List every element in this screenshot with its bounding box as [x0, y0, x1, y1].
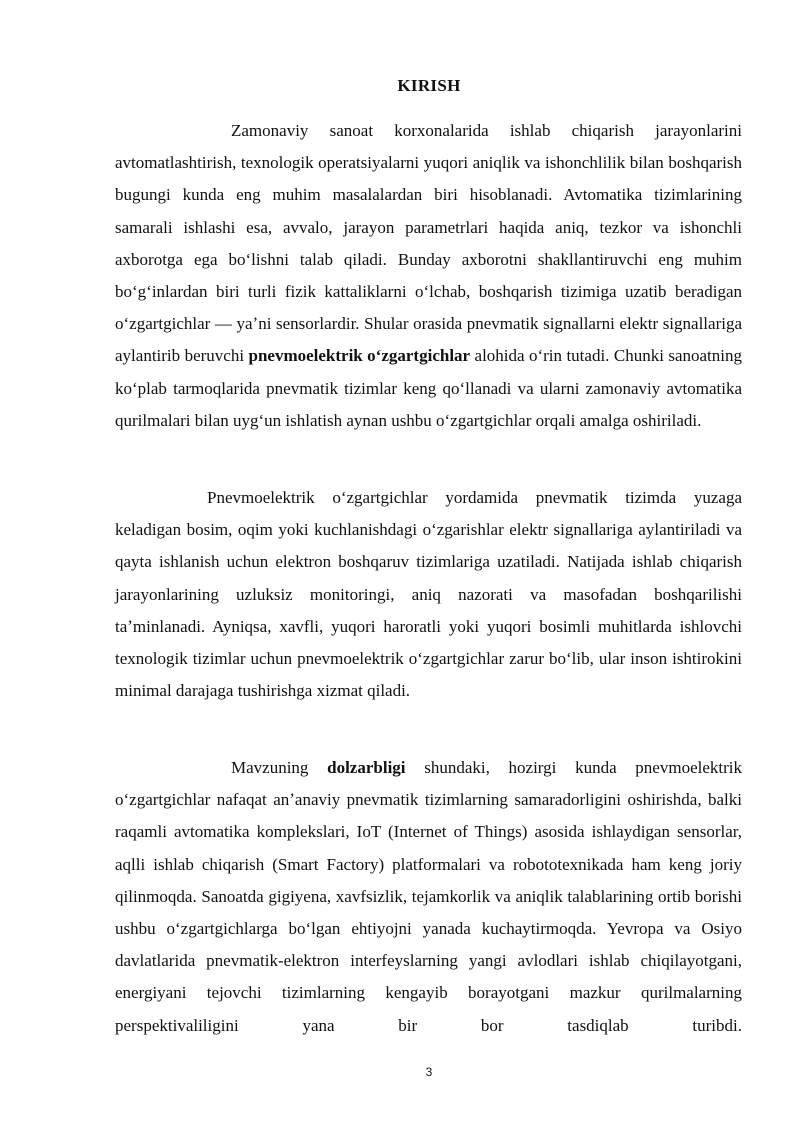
section-title: KIRISH	[397, 76, 461, 95]
page-number: 3	[425, 1065, 433, 1079]
text-run: Zamonaviy sanoat korxonalarida ishlab chiqarish jarayonlarini avtomatlashtirish, texnologik operatsiyalarni yuqori aniqlik va ishonchlilik bilan boshqarish bugungi kunda eng muhim masalalardan biri hisoblanadi. Avtomatika tizimlarining samarali ishlashi esa, avvalo, jarayon parametrlari haqida aniq, tezkor va ishonchli axborotga ega boʻlishni talab qiladi. Bunday axborotni shakllantiruvchi eng muhim boʻgʻinlardan biri turli fizik kattaliklarni oʻlchab, boshqarish tizimiga uzatib beradigan oʻzgartgichlar — yaʼni sensorlardir. Shular orasida pnevmatik signallarni elektr signallariga aylantirib beruvchi	[115, 121, 742, 366]
bold-term-pnevmoelektrik: pnevmoelektrik oʻzgartgichlar	[248, 346, 471, 366]
text-run: Pnevmoelektrik oʻzgartgichlar yordamida pnevmatik tizimda yuzaga keladigan bosim, oqim yoki kuchlanishdagi oʻzgarishlar elektr signallariga aylantiriladi va qayta ishlanish uchun elektron boshqaruv tizimlariga uzatiladi. Natijada ishlab chiqarish jarayonlarining uzluksiz monitoringi, aniq nazorati va masofadan boshqarilishi taʼminlanadi. Ayniqsa, xavfli, yuqori haroratli yoki yuqori bosimli muhitlarda ishlovchi texnologik tizimlar uchun pnevmoelektrik oʻzgartgichlar zarur boʻlib, ular inson ishtirokini minimal darajaga tushirishga xizmat qiladi.	[115, 488, 742, 701]
text-run: Mavzuning	[231, 758, 328, 777]
paragraph-relevance	[115, 752, 742, 1042]
text-run: shundaki, hozirgi kunda pnevmoelektrik oʻzgartgichlar nafaqat anʼanaviy pnevmatik tizimlarning samaradorligini oshirishda, balki raqamli avtomatika komplekslari, IoT (Internet of Things) asosida ishlaydigan sensorlar, aqlli ishlab chiqarish (Smart Factory) platformalari va robototexnikada ham keng joriy qilinmoqda. Sanoatda gigiyena, xavfsizlik, tejamkorlik va aniqlik talablarining ortib borishi ushbu oʻzgartgichlarga boʻlgan ehtiyojni yanada kuchaytirmoqda. Yevropa va Osiyo davlatlarida pnevmatik-elektron interfeyslarning yangi avlodlari ishlab chiqilayotgani, energiyani tejovchi tizimlarning kengayib borayotgani mazkur qurilmalarning perspektivaliligini yana bir bor tasdiqlab turibdi.	[115, 758, 742, 1035]
text-run: alohida oʻrin tutadi. Chunki sanoatning koʻplab tarmoqlarida pnevmatik tizimlar keng qoʻllanadi va ularni zamonaviy avtomatika qurilmalari bilan uygʻun ishlatish aynan ushbu oʻzgartgichlar orqali amalga oshiriladi.	[115, 346, 742, 430]
paragraph-introduction	[115, 115, 742, 437]
bold-term-dolzarbligi: dolzarbligi	[327, 758, 406, 777]
paragraph-function	[115, 482, 742, 707]
